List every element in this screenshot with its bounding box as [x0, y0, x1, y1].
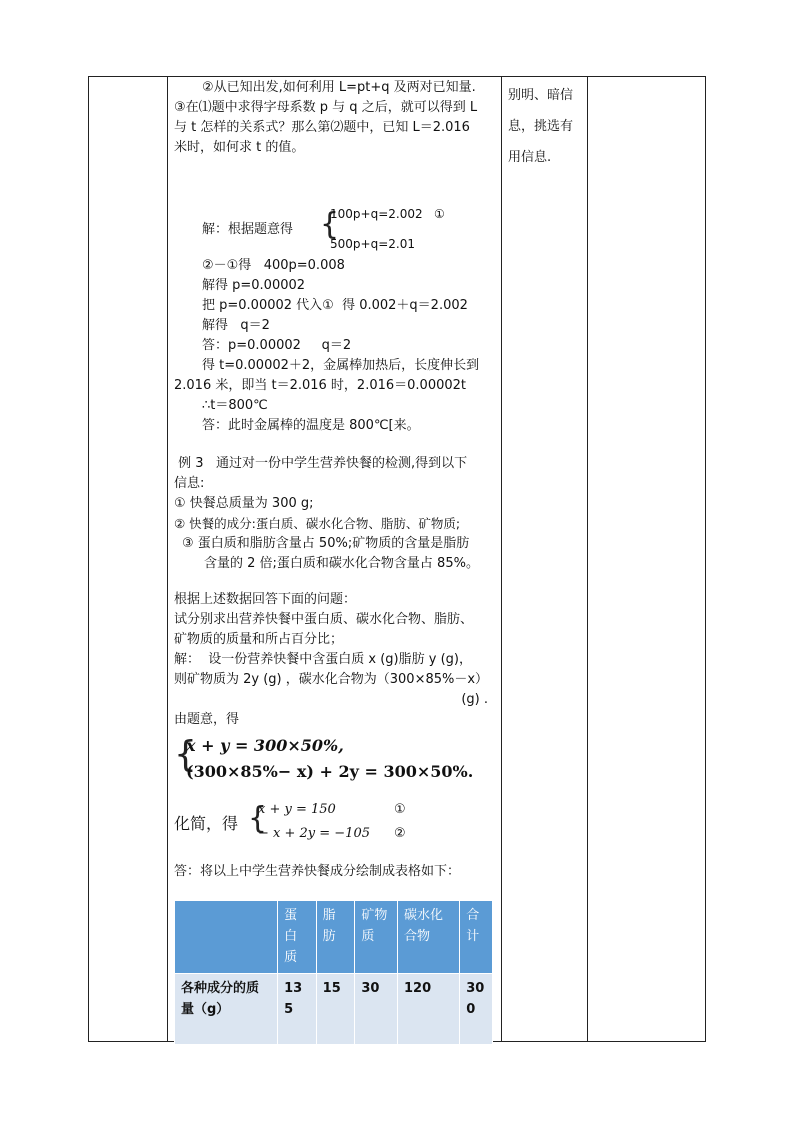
- question-line: 则矿物质为 2y (g) ，碳水化合物为（300×85%－x）: [174, 672, 489, 687]
- solution-step: ②－①得 400p=0.008: [202, 258, 345, 273]
- header-cell: 矿物质: [355, 901, 397, 973]
- example-3-line: 信息:: [174, 476, 205, 491]
- solution-steps: [174, 256, 496, 356]
- table-row: [175, 974, 492, 1044]
- value-cell: 15: [317, 974, 355, 1044]
- simplify-label: 化简，得: [174, 814, 239, 833]
- solution-line: 2.016 米，即当 t＝2.016 时，2.016＝0.00002t: [174, 378, 466, 393]
- table-border-top: [88, 76, 706, 77]
- column-divider-1: [167, 76, 168, 1042]
- equation-b: (300×85%− x) + 2y = 300×50%.: [186, 762, 474, 781]
- side-note-line: 用信息.: [508, 150, 552, 165]
- solution-step: 把 p=0.00002 代入① 得 0.002＋q＝2.002: [202, 298, 468, 313]
- solution-step: 解得 p=0.00002: [202, 278, 306, 293]
- side-note-line: 息，挑选有: [508, 119, 574, 134]
- equation-d-tag: ②: [394, 826, 406, 841]
- table-border-right: [705, 76, 706, 1042]
- brace-icon: {: [320, 207, 340, 242]
- answer-line: 答：将以上中学生营养快餐成分绘制成表格如下：: [174, 864, 461, 879]
- nutrition-table: [174, 900, 493, 1045]
- header-cell-empty: [175, 901, 277, 973]
- value-cell: 120: [398, 974, 459, 1044]
- equation-d: − x + 2y = −105: [258, 826, 370, 841]
- equation-system-1: [174, 206, 496, 254]
- solution-line: 答：此时金属棒的温度是 800℃[来。: [202, 418, 420, 433]
- main-content: [174, 78, 496, 882]
- info-item-3-cont: 含量的 2 倍;蛋白质和碳水化合物含量占 85%。: [204, 556, 479, 571]
- guide-line: ②从已知出发,如何利用 L=pt+q 及两对已知量.: [202, 80, 476, 95]
- brace-icon: {: [174, 734, 197, 775]
- solution-step: 解得 q＝2: [202, 318, 270, 333]
- column-divider-2: [501, 76, 502, 1042]
- info-item-2: ② 快餐的成分:蛋白质、碳水化合物、脂肪、矿物质;: [174, 516, 461, 531]
- equation-system-3: [174, 800, 496, 856]
- header-cell: 蛋白质: [278, 901, 316, 973]
- table-border-left: [88, 76, 89, 1042]
- value-cell: 30: [355, 974, 397, 1044]
- solution-step: 答：p=0.00002 q＝2: [202, 338, 352, 353]
- value-cell: 135: [278, 974, 316, 1044]
- equation-1: 100p+q=2.002 ①: [330, 207, 445, 221]
- guide-line: 米时，如何求 t 的值。: [174, 140, 305, 155]
- solution-line: 得 t=0.00002＋2，金属棒加热后，长度伸长到: [202, 358, 480, 373]
- equation-c-tag: ①: [394, 802, 406, 817]
- equation-system-2: [174, 734, 496, 792]
- question-line: 矿物质的质量和所占百分比；: [174, 632, 344, 647]
- header-cell: 脂肪: [317, 901, 355, 973]
- equation-c: x + y = 150: [258, 802, 336, 817]
- question-line: 根据上述数据回答下面的问题：: [174, 592, 357, 607]
- row-label-cell: 各种成分的质量（g）: [175, 974, 277, 1044]
- equation-2: 500p+q=2.01: [330, 237, 415, 251]
- question-line: 由题意，得: [174, 712, 240, 727]
- solution-line: ∴t＝800℃: [202, 398, 268, 413]
- equation-a: x + y = 300×50%,: [186, 736, 344, 755]
- value-cell: 300: [460, 974, 492, 1044]
- header-cell: 碳水化合物: [398, 901, 459, 973]
- question-line: (g) .: [461, 692, 488, 707]
- question-line: 试分别求出营养快餐中蛋白质、碳水化合物、脂肪、: [174, 612, 474, 627]
- side-note: [508, 80, 584, 173]
- brace-icon: {: [248, 801, 268, 836]
- info-item-3: ③ 蛋白质和脂肪含量占 50%;矿物质的含量是脂肪: [182, 536, 470, 551]
- table-header-row: [175, 901, 492, 973]
- column-divider-3: [587, 76, 588, 1042]
- solution-intro: 解：根据题意得: [202, 222, 294, 237]
- side-note-line: 别明、暗信: [508, 88, 574, 103]
- guide-line: 与 t 怎样的关系式？那么第⑵题中，已知 L＝2.016: [174, 120, 470, 135]
- guide-line: ③在⑴题中求得字母系数 p 与 q 之后，就可以得到 L: [174, 100, 478, 115]
- example-3-line: 例 3 通过对一份中学生营养快餐的检测,得到以下: [174, 456, 468, 471]
- question-line: 解： 设一份营养快餐中含蛋白质 x (g)脂肪 y (g)，: [174, 652, 472, 667]
- header-cell: 合计: [460, 901, 492, 973]
- info-item-1: ① 快餐总质量为 300 g;: [174, 496, 314, 511]
